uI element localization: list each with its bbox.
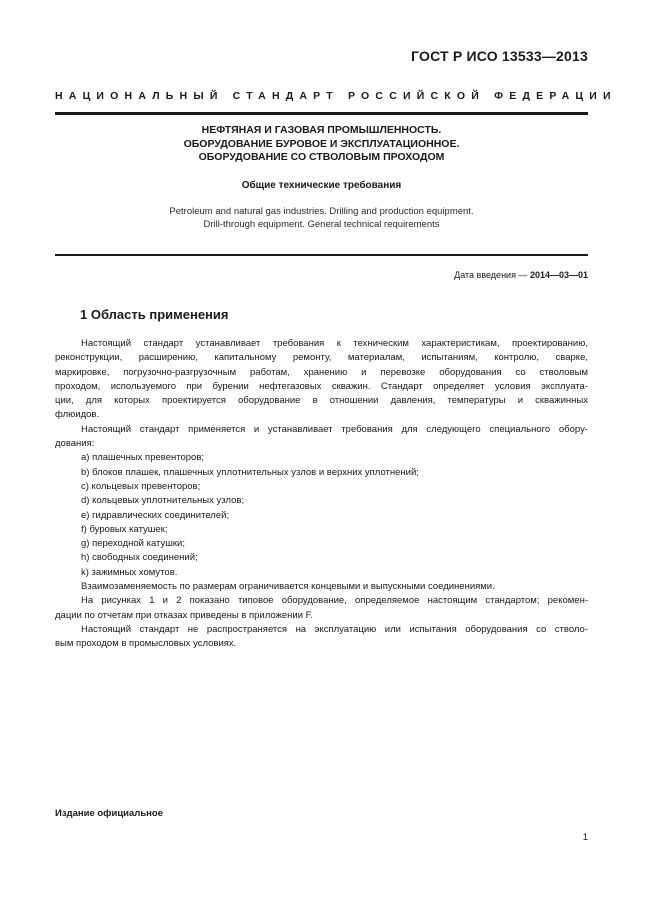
list-item: c) кольцевых превенторов; bbox=[81, 480, 201, 492]
english-title-line-2: Drill-through equipment. General technical requirements bbox=[203, 219, 440, 230]
paragraph-line: дации по отчетам при отказах приведены в приложении F. bbox=[55, 609, 314, 621]
document-subtitle: Общие технические требования bbox=[241, 180, 402, 191]
paragraph-line: проходом, используемого при бурении нефтегазовых скважин. Стандарт определяет условия эксплуата- bbox=[55, 380, 588, 392]
introduction-date-label: Дата введения — bbox=[454, 270, 528, 280]
national-standard-heading: НАЦИОНАЛЬНЫЙ СТАНДАРТ РОССИЙСКОЙ ФЕДЕРАЦИИ bbox=[55, 90, 617, 102]
paragraph-line: вым проходом в промысловых условиях. bbox=[55, 638, 237, 650]
list-item: f) буровых катушек; bbox=[81, 523, 168, 535]
paragraph-line: флюидов. bbox=[55, 409, 100, 421]
paragraph-line: реконструкции, расширению, капитальному ремонту, материалам, испытаниям, контролю, сварке, bbox=[55, 352, 588, 364]
paragraph-line: дования: bbox=[55, 438, 95, 450]
list-item: g) переходной катушки; bbox=[81, 538, 185, 550]
list-item: e) гидравлических соединителей; bbox=[81, 509, 230, 521]
top-divider bbox=[55, 112, 588, 115]
english-title bbox=[55, 205, 588, 231]
paragraph-line: Настоящий стандарт устанавливает требования к техническим характеристикам, проектированию, bbox=[81, 338, 588, 349]
list-item: a) плашечных превенторов; bbox=[81, 452, 205, 464]
middle-divider bbox=[55, 254, 588, 256]
document-code: ГОСТ Р ИСО 13533—2013 bbox=[411, 48, 588, 64]
page-number: 1 bbox=[582, 832, 588, 843]
introduction-date bbox=[454, 270, 588, 280]
list-item: k) зажимных хомутов. bbox=[81, 566, 178, 578]
english-title-line-1: Petroleum and natural gas industries. Drilling and production equipment. bbox=[169, 206, 474, 217]
paragraph-line: Настоящий стандарт применяется и устанавливает требования для следующего специального обору- bbox=[81, 423, 588, 435]
section-body bbox=[55, 337, 588, 652]
title-line-3: ОБОРУДОВАНИЕ СО СТВОЛОВЫМ ПРОХОДОМ bbox=[198, 151, 445, 163]
official-edition-note: Издание официальное bbox=[55, 808, 163, 819]
list-item: d) кольцевых уплотнительных узлов; bbox=[81, 495, 245, 507]
paragraph-line: Взаимозаменяемость по размерам ограничивается концевыми и выпускными соединениями. bbox=[81, 581, 495, 593]
section-title: 1 Область применения bbox=[80, 307, 229, 322]
introduction-date-value: 2014—03—01 bbox=[529, 270, 588, 280]
list-item: b) блоков плашек, плашечных уплотнительных узлов и верхних уплотнений; bbox=[81, 466, 419, 478]
paragraph-line: Настоящий стандарт не распространяется на эксплуатацию или испытания оборудования со стволо- bbox=[81, 623, 588, 635]
document-title bbox=[55, 124, 588, 165]
paragraph-line: На рисунках 1 и 2 показано типовое оборудование, определяемое настоящим стандартом; рекомен- bbox=[81, 595, 588, 607]
title-line-1: НЕФТЯНАЯ И ГАЗОВАЯ ПРОМЫШЛЕННОСТЬ. bbox=[201, 124, 442, 136]
paragraph-line: маркировке, погрузочно-разгрузочным работам, хранению и перевозке оборудования со стволовым bbox=[55, 366, 588, 378]
list-item: h) свободных соединений; bbox=[81, 552, 198, 564]
paragraph-line: ции, для которых проектируется оборудование в отношении давления, температуры и скважинных bbox=[55, 395, 588, 407]
title-line-2: ОБОРУДОВАНИЕ БУРОВОЕ И ЭКСПЛУАТАЦИОННОЕ. bbox=[183, 137, 460, 150]
